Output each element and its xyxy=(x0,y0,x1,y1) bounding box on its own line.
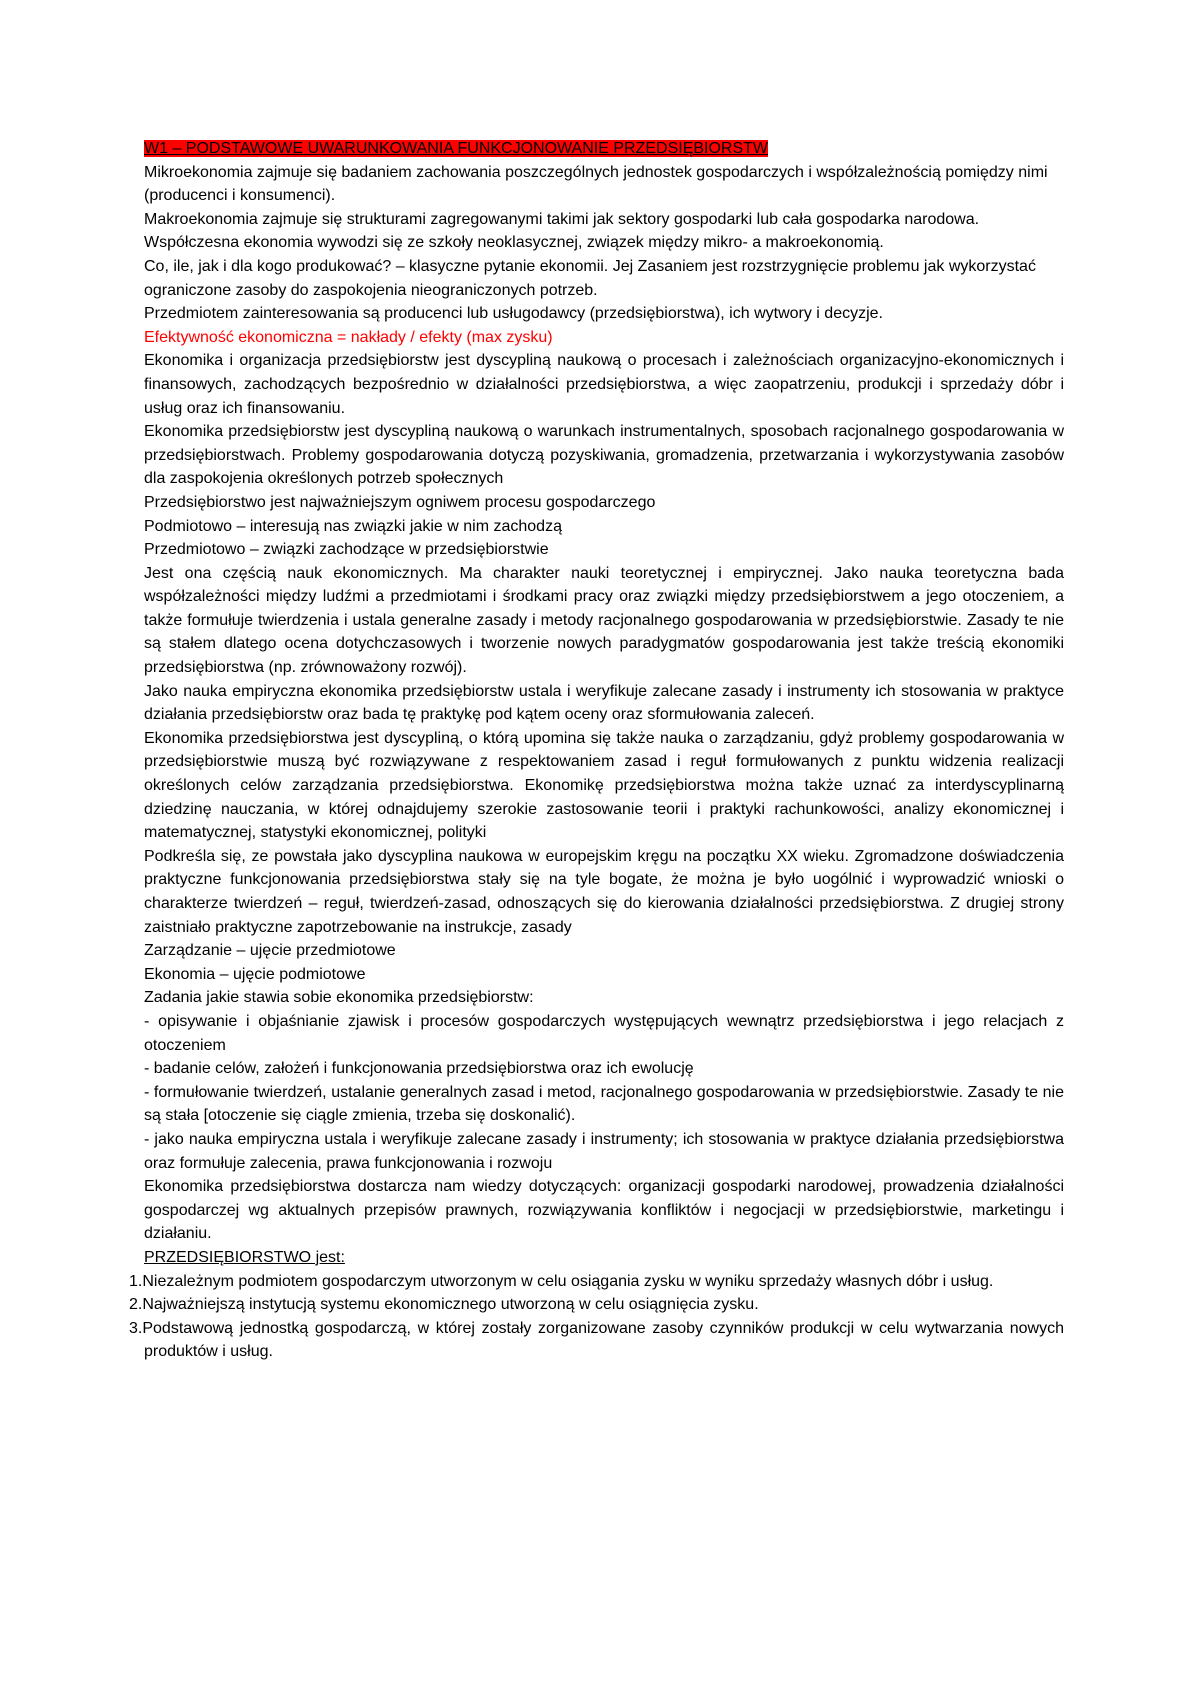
paragraph-przedmiotowo: Przedmiotowo – związki zachodzące w przedsiębiorstwie xyxy=(144,541,549,559)
paragraph-wiedza: Ekonomika przedsiębiorstwa dostarcza nam wiedzy dotyczących: organizacji gospodarki narodowej, prowadzenia działalności gospodarczej wg aktualnych przepisów prawnych, rozwiązywania konfliktów i negocjacji w przedsiębiorstwie, marketingu i działaniu. xyxy=(144,1178,1064,1243)
paragraph-mikroekonomia: Mikroekonomia zajmuje się badaniem zachowania poszczególnych jednostek gospodarczych i współzależnością pomiędzy nimi (producenci i konsumenci). xyxy=(144,163,1048,205)
paragraph-zadanie-empiryczna: - jako nauka empiryczna ustala i weryfikuje zalecane zasady i instrumenty; ich stosowania w praktyce działania przedsiębiorstwa oraz formułuje zalecenia, prawa funkcjonowania i rozwoju xyxy=(144,1130,1064,1172)
paragraph-nauka-empiryczna: Jako nauka empiryczna ekonomika przedsiębiorstw ustala i weryfikuje zalecane zasady i instrumenty ich stosowania w praktyce działania przedsiębiorstw oraz bada tę praktykę pod kątem oceny oraz sformułowania zaleceń. xyxy=(144,682,1064,724)
list-item: 3.Podstawową jednostką gospodarczą, w której zostały zorganizowane zasoby czynników produkcji w celu wytwarzania nowych produktów i usług. xyxy=(129,1319,1064,1361)
paragraph-ekonomia-ujecie: Ekonomia – ujęcie podmiotowe xyxy=(144,965,366,983)
paragraph-zadanie-badanie: - badanie celów, założeń i funkcjonowania przedsiębiorstwa oraz ich ewolucję xyxy=(144,1060,694,1078)
paragraph-ekonomika-i-organizacja: Ekonomika i organizacja przedsiębiorstw jest dyscypliną naukową o procesach i zależnościach organizacyjno-ekonomicznych i finansowych, zachodzących bezpośrednio w działalności przedsiębiorstwa, a więc zaopatrzeniu, produkcji i sprzedaży dóbr i usług oraz ich finansowaniu. xyxy=(144,352,1064,417)
paragraph-historia-dyscypliny: Podkreśla się, ze powstała jako dyscyplina naukowa w europejskim kręgu na początku XX wieku. Zgromadzone doświadczenia praktyczne funkcjonowania przedsiębiorstwa stały się na tyle bogate, że można je było uogólnić i wyprowadzić wnioski o charakterze twierdzeń – reguł, twierdzeń-zasad, odnoszących się do kierowania działalności przedsiębiorstwa. Z drugiej strony zaistniało praktyczne zapotrzebowanie na instrukcje, zasady xyxy=(144,847,1064,936)
paragraph-zadanie-opisywanie: - opisywanie i objaśnianie zjawisk i procesów gospodarczych występujących wewnątrz przedsiębiorstwa i jego relacjach z otoczeniem xyxy=(144,1012,1064,1054)
document-page xyxy=(129,137,1064,1364)
paragraph-zadania-heading: Zadania jakie stawia sobie ekonomika przedsiębiorstw: xyxy=(144,989,534,1007)
list-item: 1.Niezależnym podmiotem gospodarczym utworzonym w celu osiągania zysku w wyniku sprzedaży własnych dóbr i usług. xyxy=(129,1272,994,1290)
paragraph-zarzadzanie-ujecie: Zarządzanie – ujęcie przedmiotowe xyxy=(144,942,396,960)
paragraph-ekonomika-definicja: Ekonomika przedsiębiorstw jest dyscypliną naukową o warunkach instrumentalnych, sposobach racjonalnego gospodarowania w przedsiębiorstwach. Problemy gospodarowania dotyczą pozyskiwania, gromadzenia, przetwarzania i wykorzystywania zasobów dla zaspokojenia określonych potrzeb społecznych xyxy=(144,423,1064,488)
paragraph-przedmiot-zainteresowania: Przedmiotem zainteresowania są producenci lub usługodawcy (przedsiębiorstwa), ich wytwory i decyzje. xyxy=(144,305,883,323)
paragraph-zadanie-formulowanie: - formułowanie twierdzeń, ustalanie generalnych zasad i metod, racjonalnego gospodarowania w przedsiębiorstwie. Zasady te nie są stała [otoczenie się ciągle zmienia, trzeba się doskonalić). xyxy=(144,1083,1064,1125)
list-item: 2.Najważniejszą instytucją systemu ekonomicznego utworzoną w celu osiągnięcia zysku. xyxy=(129,1296,759,1314)
paragraph-klasyczne-pytanie: Co, ile, jak i dla kogo produkować? – klasyczne pytanie ekonomii. Jej Zasaniem jest rozstrzygnięcie problemu jak wykorzystać ograniczone zasoby do zaspokojenia nieograniczonych potrzeb. xyxy=(144,257,1036,299)
list-heading: PRZEDSIĘBIORSTWO jest: xyxy=(144,1248,345,1266)
paragraph-najwazniejsze-ogniwo: Przedsiębiorstwo jest najważniejszym ogniwem procesu gospodarczego xyxy=(144,493,656,511)
document-title-line xyxy=(144,137,1064,161)
document-title: W1 – PODSTAWOWE UWARUNKOWANIA FUNKCJONOWANIE PRZEDSIĘBIORSTW xyxy=(144,140,769,157)
paragraph-nauka-teoretyczna: Jest ona częścią nauk ekonomicznych. Ma charakter nauki teoretycznej i empirycznej. Jako nauka teoretyczna bada współzależności między ludźmi a przedmiotami i środkami pracy oraz związki między przedsiębiorstwem a jego otoczeniem, a także formułuje twierdzenia i ustala generalne zasady i metody racjonalnego gospodarowania w przedsiębiorstwie. Zasady te nie są stałem dlatego ocena dotychczasowych i tworzenie nowych paradygmatów gospodarowania jest także treścią ekonomiki przedsiębiorstwa (np. zrównoważony rozwój). xyxy=(144,564,1064,677)
paragraph-podmiotowo: Podmiotowo – interesują nas związki jakie w nim zachodzą xyxy=(144,517,562,535)
paragraph-nauka-o-zarzadzaniu: Ekonomika przedsiębiorstwa jest dyscypliną, o którą upomina się także nauka o zarządzaniu, gdyż problemy gospodarowania w przedsiębiorstwie muszą być rozwiązywane z respektowaniem zasad i reguł formułowanych z punktu widzenia realizacji określonych celów zarządzania przedsiębiorstwa. Ekonomikę przedsiębiorstwa można także uznać za interdyscyplinarną dziedzinę nauczania, w której odnajdujemy szerokie zastosowanie teorii i praktyki rachunkowości, analizy ekonomicznej i matematycznej, statystyki ekonomicznej, polityki xyxy=(144,729,1064,842)
paragraph-wspolczesna-ekonomia: Współczesna ekonomia wywodzi się ze szkoły neoklasycznej, związek między mikro- a makroekonomią. xyxy=(144,234,884,252)
paragraph-efektywnosc-ekonomiczna: Efektywność ekonomiczna = nakłady / efekty (max zysku) xyxy=(144,328,553,346)
paragraph-makroekonomia: Makroekonomia zajmuje się strukturami zagregowanymi takimi jak sektory gospodarki lub cała gospodarka narodowa. xyxy=(144,210,980,228)
